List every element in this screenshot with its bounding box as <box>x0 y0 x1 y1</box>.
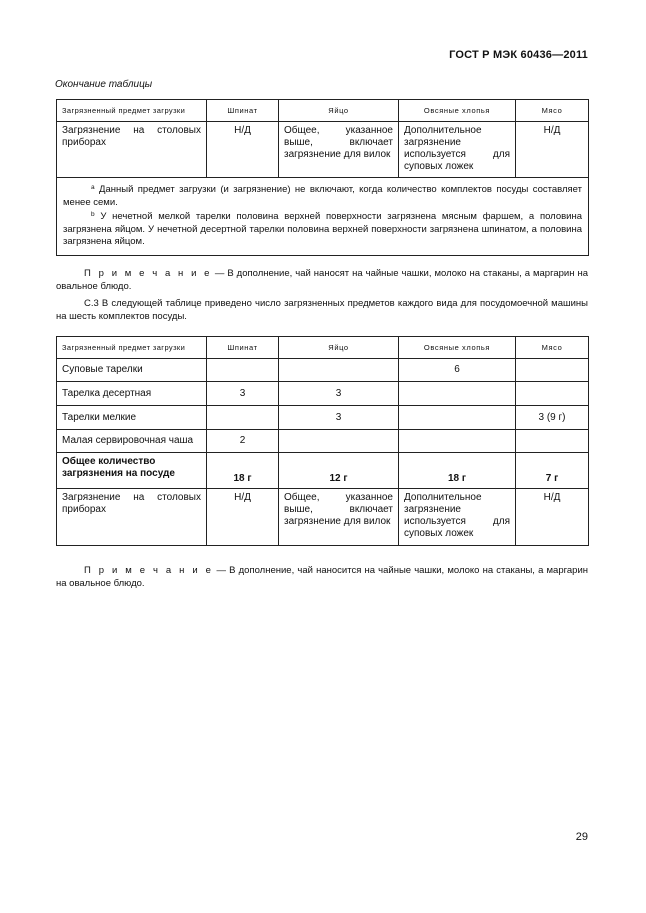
note-text: — В дополнение, чай наносят на чайные чашки, молоко на стаканы, а маргарин на овальное блюдо. <box>56 268 588 292</box>
total-row <box>57 453 589 489</box>
table-cell <box>279 359 399 382</box>
table-cell: 7 г <box>516 453 589 489</box>
note-label: П р и м е ч а н и е <box>84 268 212 279</box>
table-cell: Общее, указанное выше, включает загрязнение для вилок <box>279 489 399 546</box>
footnote-b: $^b$ У нечетной мелкой тарелки половина верхней поверхности загрязнена мясным фаршем, а половина загрязнена яйцом. У нечетной десертной тарелки половина верхней поверхности загрязнена шпинатом, а половина загрязнена яйцом. <box>63 211 582 247</box>
page-number: 29 <box>575 831 588 843</box>
column-header: Мясо <box>516 100 589 122</box>
table-cell: 3 <box>207 382 279 406</box>
soil-distribution-table <box>56 336 589 546</box>
column-header: Мясо <box>516 337 589 359</box>
table-cell: 18 г <box>399 453 516 489</box>
row-label: Суповые тарелки <box>57 359 207 382</box>
paragraph-c3: С.3 В следующей таблице приведено число загрязненных предметов каждого вида для посудомоечной машины на шесть комплектов посуды. <box>56 298 588 322</box>
table-cell: Н/Д <box>516 122 589 178</box>
row-label: Загрязнение на столовых приборах <box>57 489 207 546</box>
column-header: Загрязненный предмет загрузки <box>57 100 207 122</box>
table-header-row <box>57 100 589 122</box>
table-row <box>57 406 589 430</box>
row-label: Тарелка десертная <box>57 382 207 406</box>
row-label: Малая сервировочная чаша <box>57 430 207 453</box>
table-cell <box>516 382 589 406</box>
row-label: Загрязнение на столовых приборах <box>57 122 207 178</box>
table-end-part <box>56 99 589 256</box>
row-label: Тарелки мелкие <box>57 406 207 430</box>
table-cell: Дополнительное загрязнение используется для суповых ложек <box>399 489 516 546</box>
table-cell <box>516 430 589 453</box>
table-cell <box>279 430 399 453</box>
table-row <box>57 382 589 406</box>
table-cell: Н/Д <box>207 489 279 546</box>
footnote-a: $^a$ Данный предмет загрузки (и загрязнение) не включают, когда количество комплектов посуды составляет менее семи. <box>63 184 582 208</box>
table-row <box>57 122 589 178</box>
table-cell: Н/Д <box>207 122 279 178</box>
table-cell: 12 г <box>279 453 399 489</box>
table-cell: Н/Д <box>516 489 589 546</box>
table-cell: 3 (9 г) <box>516 406 589 430</box>
table-cell <box>516 359 589 382</box>
footnotes <box>57 178 589 256</box>
table-cell: 6 <box>399 359 516 382</box>
table-header-row <box>57 337 589 359</box>
column-header: Яйцо <box>279 100 399 122</box>
column-header: Шпинат <box>207 100 279 122</box>
note-label: П р и м е ч а н и е <box>84 565 214 576</box>
table-cell <box>207 406 279 430</box>
row-label: Общее количество загрязнения на посуде <box>57 453 207 489</box>
table-cell <box>399 430 516 453</box>
document-code: ГОСТ Р МЭК 60436—2011 <box>449 49 588 61</box>
table-cell: 3 <box>279 382 399 406</box>
table-row <box>57 430 589 453</box>
table-cell: Общее, указанное выше, включает загрязнение для вилок <box>279 122 399 178</box>
table-cell: 2 <box>207 430 279 453</box>
note-2 <box>56 565 588 590</box>
table-row <box>57 489 589 546</box>
table-cell <box>207 359 279 382</box>
table-cell: 18 г <box>207 453 279 489</box>
column-header: Шпинат <box>207 337 279 359</box>
table-cell <box>399 382 516 406</box>
table-row <box>57 359 589 382</box>
table-cell <box>399 406 516 430</box>
note-text: — В дополнение, чай наносится на чайные чашки, молоко на стаканы, а маргарин на овальное блюдо. <box>56 565 588 589</box>
note-1 <box>56 268 588 293</box>
table-cell: Дополнительное загрязнение используется для суповых ложек <box>399 122 516 178</box>
table-continuation-label: Окончание таблицы <box>55 79 153 90</box>
footnotes-row <box>57 178 589 256</box>
table-cell: 3 <box>279 406 399 430</box>
column-header: Загрязненный предмет загрузки <box>57 337 207 359</box>
column-header: Овсяные хлопья <box>399 100 516 122</box>
column-header: Яйцо <box>279 337 399 359</box>
column-header: Овсяные хлопья <box>399 337 516 359</box>
